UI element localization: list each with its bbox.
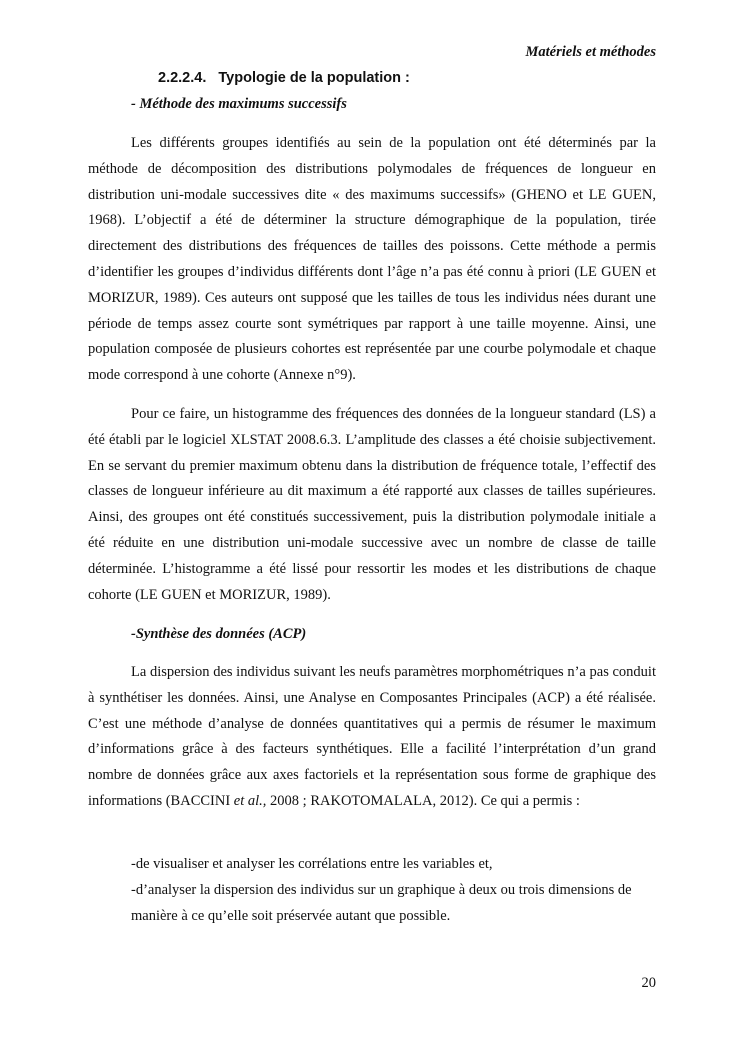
paragraph-acp-italic: et al., <box>233 792 267 809</box>
running-header: Matériels et méthodes <box>525 44 656 60</box>
paragraph-maximums-method: Les différents groupes identifiés au sein de la population ont été déterminés par la méthode de décomposition des distributions polymodales de fréquences de longueur en distribution uni-modale successives dite « des maximums successifs» (GHENO et LE GUEN, 1968). L’objectif a été de déterminer la structure démographique de la population, tirée directement des distributions des fréquences de tailles des poissons. Cette méthode a permis d’identifier les groupes d’individus différents dont l’âge n’a pas été connu à priori (LE GUEN et MORIZUR, 1989). Ces auteurs ont supposé que les tailles de tous les individus nées durant une période de temps assez courte sont symétriques par rapport à une taille moyenne. Ainsi, une population composée de plusieurs cohortes est représentée par une courbe polymodale et chaque mode correspond à une cohorte (Annexe n°9). <box>88 135 656 384</box>
paragraph-acp-text-start: La dispersion des individus suivant les neufs paramètres morphométriques n’a pas conduit à synthétiser les données. Ainsi, une Analyse en Composantes Principales (ACP) a été réalisée. C’est une méthode d’analyse de données quantitatives qui a permis de résumer le maximum d’informations grâce à des facteurs synthétiques. Elle a facilité l’interprétation d’un grand nombre de données grâce aux axes factoriels et la représentation sous forme de graphique des informations (BACCINI <box>88 664 656 809</box>
section-number: 2.2.2.4. <box>158 70 207 86</box>
section-title: Typologie de la population : <box>218 70 410 86</box>
section-heading <box>158 70 410 86</box>
paragraph-acp-text-end: 2008 ; RAKOTOMALALA, 2012). Ce qui a permis : <box>266 792 580 809</box>
subsection-heading-maximums: - Méthode des maximums successifs <box>131 96 347 112</box>
list-item: -d’analyser la dispersion des individus sur un graphique à deux ou trois dimensions de manière à ce qu’elle soit préservée autant que possible. <box>131 882 632 924</box>
paragraph-acp <box>88 660 656 815</box>
subsection-heading-acp: -Synthèse des données (ACP) <box>131 626 307 642</box>
paragraph-histogram: Pour ce faire, un histogramme des fréquences des données de la longueur standard (LS) a été établi par le logiciel XLSTAT 2008.6.3. L’amplitude des classes a été choisie subjectivement. En se servant du premier maximum obtenu dans la distribution de fréquence totale, l’effectif des classes de longueur inférieure au dit maximum a été rapporté aux classes de tailles supérieures. Ainsi, des groupes ont été constitués successivement, puis la distribution polymodale initiale a été réduite en une distribution uni-modale successive avec un nombre de classe de taille déterminée. L’histogramme a été lissé pour ressortir les modes et les distributions de chaque cohorte (LE GUEN et MORIZUR, 1989). <box>88 406 656 603</box>
list-item: -de visualiser et analyser les corrélations entre les variables et, <box>131 856 493 872</box>
page-number: 20 <box>641 975 656 991</box>
